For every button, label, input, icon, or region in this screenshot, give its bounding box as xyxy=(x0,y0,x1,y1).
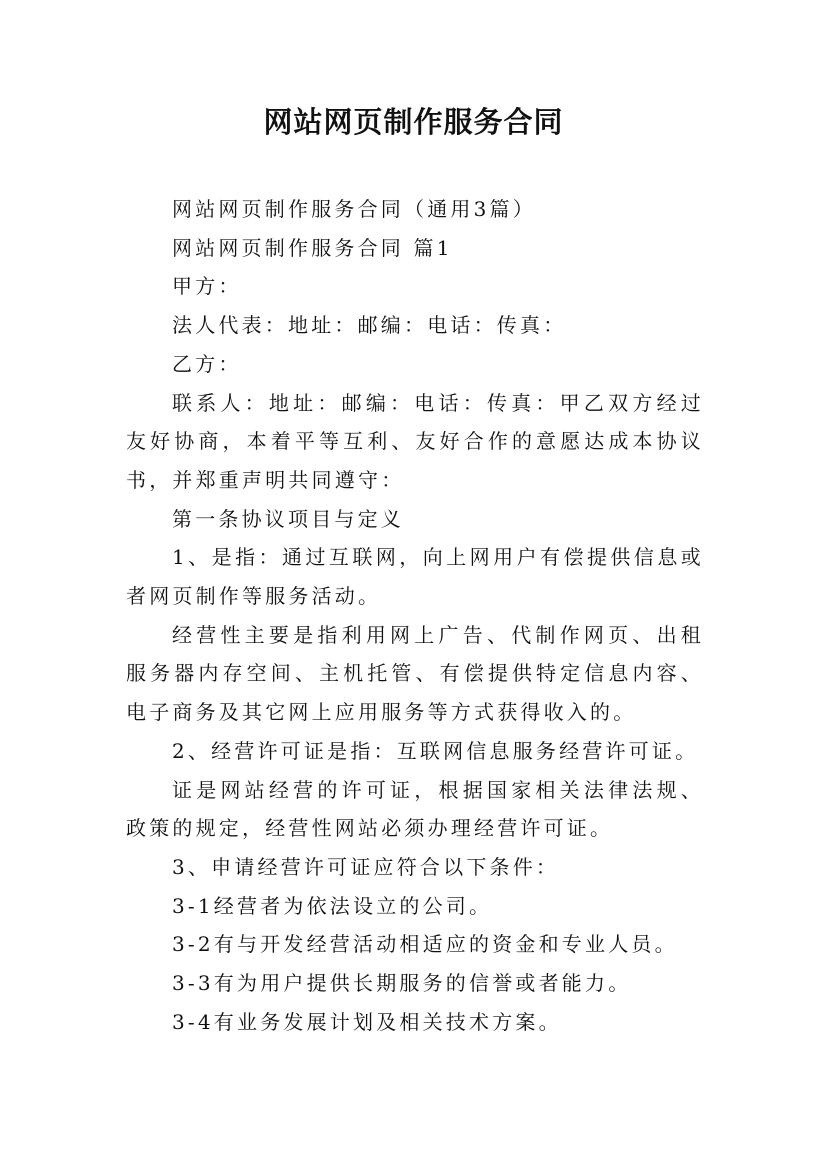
paragraph-party-b: 乙方： xyxy=(172,351,242,376)
paragraph-party-b-details: 联系人：地址：邮编：电话：传真：甲乙双方经过友好协商，本着平等互利、友好合作的意愿达成本协议书，并郑重声明共同遵守： xyxy=(126,390,704,492)
paragraph-section-title: 网站网页制作服务合同 篇1 xyxy=(172,235,453,260)
document-title: 网站网页制作服务合同 xyxy=(263,105,564,139)
paragraph-party-a: 甲方： xyxy=(172,274,242,299)
paragraph-clause-3-1: 3-1经营者为依法设立的公司。 xyxy=(172,893,493,918)
paragraph-clause-3-3: 3-3有为用户提供长期服务的信誉或者能力。 xyxy=(172,971,632,996)
paragraph-clause-1: 1、是指：通过互联网，向上网用户有偿提供信息或者网页制作等服务活动。 xyxy=(126,545,704,609)
paragraph-clause-2: 2、经营许可证是指：互联网信息服务经营许可证。 xyxy=(172,738,699,763)
paragraph-clause-1-detail: 经营性主要是指利用网上广告、代制作网页、出租服务器内存空间、主机托管、有偿提供特定信息内容、电子商务及其它网上应用服务等方式获得收入的。 xyxy=(126,622,704,725)
paragraph-clause-3-2: 3-2有与开发经营活动相适应的资金和专业人员。 xyxy=(172,932,678,957)
paragraph-clause-3: 3、申请经营许可证应符合以下条件： xyxy=(172,854,560,879)
paragraph-clause-3-4: 3-4有业务发展计划及相关技术方案。 xyxy=(172,1009,562,1034)
document-body xyxy=(126,190,704,1041)
paragraph-heading: 网站网页制作服务合同（通用3篇） xyxy=(172,197,536,221)
paragraph-party-a-details: 法人代表：地址：邮编：电话：传真： xyxy=(172,313,567,338)
paragraph-clause-2-detail: 证是网站经营的许可证，根据国家相关法律法规、政策的规定，经营性网站必须办理经营许可证。 xyxy=(126,777,704,841)
paragraph-article-one: 第一条协议项目与定义 xyxy=(172,506,404,531)
